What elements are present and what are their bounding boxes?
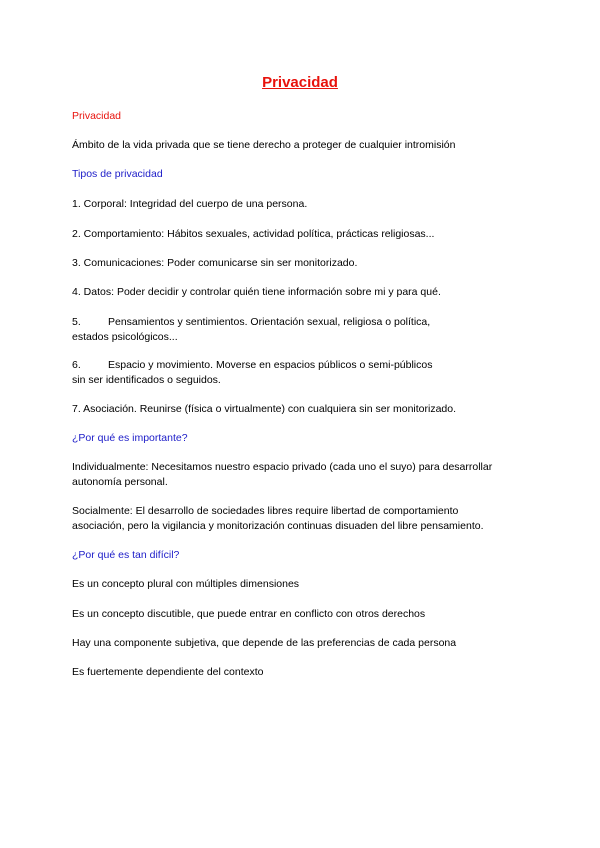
type-item-datos: 4. Datos: Poder decidir y controlar quién tiene información sobre mi y para qué.: [72, 286, 441, 298]
type-item-number: 5.: [72, 316, 81, 328]
why-social: Socialmente: El desarrollo de sociedades libres require libertad de comportamiento: [72, 505, 459, 517]
type-item-pensamientos: [72, 315, 430, 330]
definition-text: Ámbito de la vida privada que se tiene derecho a proteger de cualquier intromisión: [72, 139, 456, 151]
type-item-number: 6.: [72, 359, 81, 371]
type-item-text: Pensamientos y sentimientos. Orientación sexual, religiosa o política,: [108, 316, 431, 328]
type-item-text: Espacio y movimiento. Moverse en espacios públicos o semi-públicos: [108, 359, 433, 371]
hard-item: Es un concepto plural con múltiples dimensiones: [72, 578, 300, 590]
type-item-asociacion: 7. Asociación. Reunirse (física o virtualmente) con cualquiera sin ser monitorizado.: [72, 403, 457, 415]
type-item-pensamientos-cont: estados psicológicos...: [72, 331, 178, 343]
type-item-comportamiento: 2. Comportamiento: Hábitos sexuales, actividad política, prácticas religiosas...: [72, 228, 435, 240]
types-heading: Tipos de privacidad: [72, 168, 163, 180]
why-social-cont: asociación, pero la vigilancia y monitorización continuas disuaden del libre pensamiento.: [72, 520, 484, 532]
hard-heading: ¿Por qué es tan difícil?: [72, 549, 180, 561]
type-item-espacio-cont: sin ser identificados o seguidos.: [72, 374, 221, 386]
page-title: Privacidad: [262, 74, 338, 91]
hard-item: Es fuertemente dependiente del contexto: [72, 666, 264, 678]
type-item-comunicaciones: 3. Comunicaciones: Poder comunicarse sin ser monitorizado.: [72, 257, 358, 269]
why-heading: ¿Por qué es importante?: [72, 432, 188, 444]
type-item-corporal: 1. Corporal: Integridad del cuerpo de una persona.: [72, 198, 308, 210]
hard-item: Hay una componente subjetiva, que depende de las preferencias de cada persona: [72, 637, 457, 649]
definition-heading: Privacidad: [72, 110, 122, 122]
why-individual: Individualmente: Necesitamos nuestro espacio privado (cada uno el suyo) para desarrollar: [72, 461, 493, 473]
type-item-espacio: [72, 358, 432, 373]
why-individual-cont: autonomía personal.: [72, 476, 168, 488]
hard-item: Es un concepto discutible, que puede entrar en conflicto con otros derechos: [72, 608, 426, 620]
